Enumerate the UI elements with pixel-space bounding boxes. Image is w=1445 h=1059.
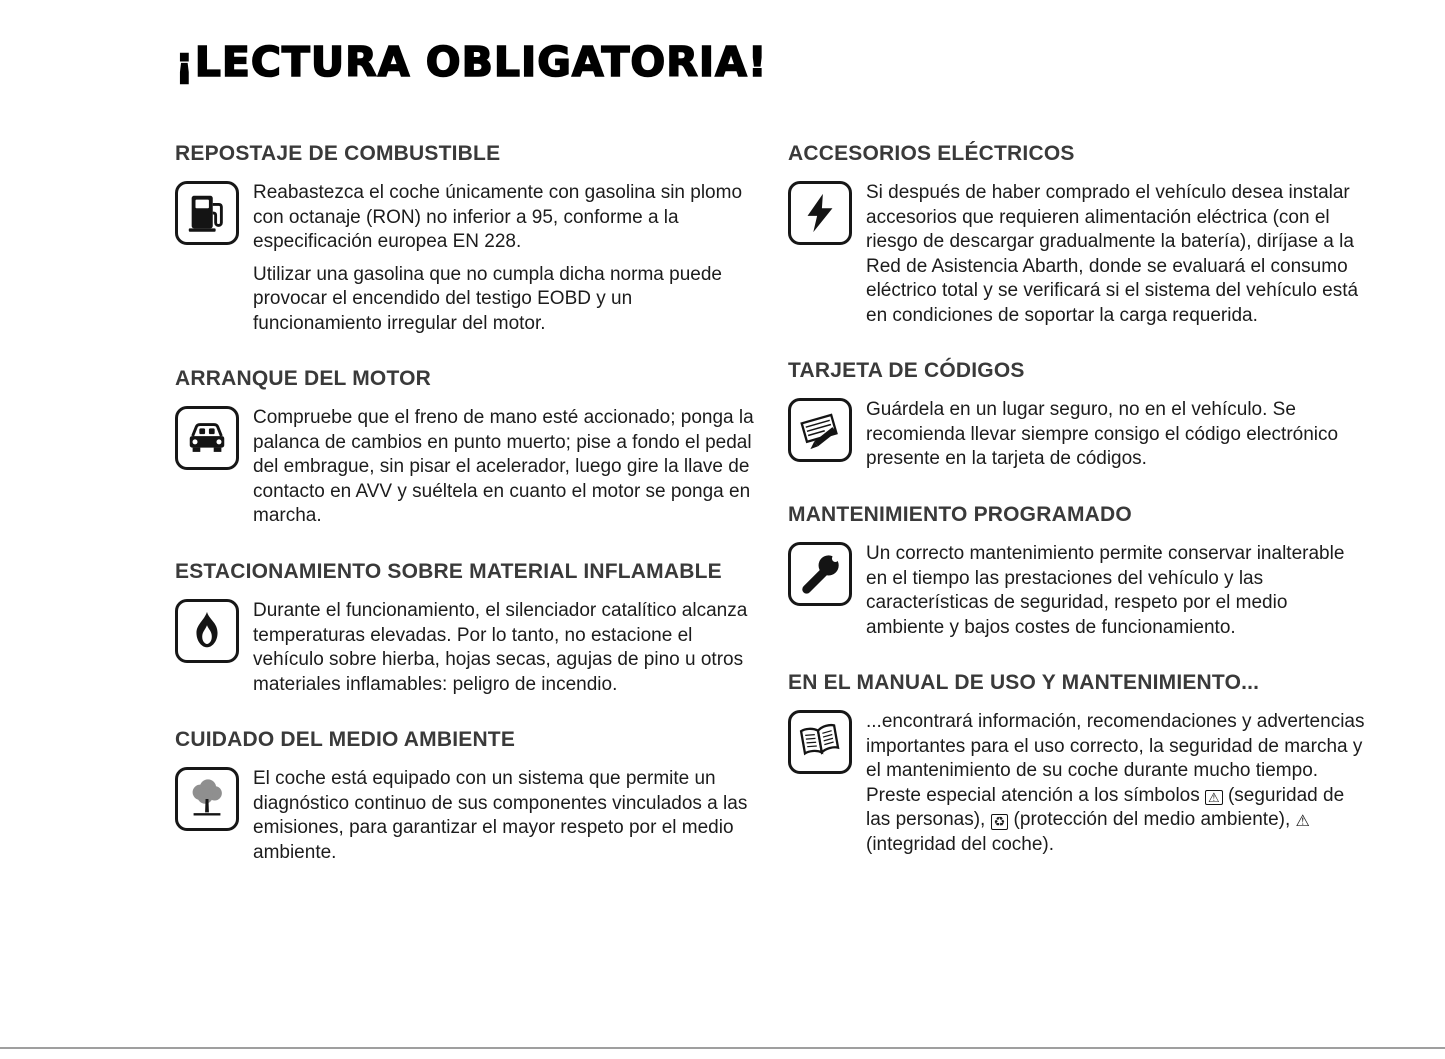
manual-note-text: ...encontrará información, recomendaciones y advertencias importantes para el uso correcto, la seguridad de marcha y el mantenimiento de su coche durante mucho tiempo. Preste especial atención a los símbolos — [866, 711, 1365, 806]
section-paragraph-with-symbols — [866, 710, 1368, 857]
section-paragraph: Un correcto mantenimiento permite conservar inalterable en el tiempo las prestaciones del vehículo y las características de seguridad, respeto por el medio ambiente y bajos costes de funcionamiento. — [866, 543, 1345, 638]
section-text — [253, 599, 757, 697]
section-heading: MANTENIMIENTO PROGRAMADO — [788, 502, 1132, 526]
open-book-icon — [788, 710, 852, 774]
section-text — [253, 406, 757, 529]
section-body — [175, 181, 757, 336]
section-text — [866, 181, 1368, 328]
section-heading: ESTACIONAMIENTO SOBRE MATERIAL INFLAMABLE — [175, 559, 722, 583]
code-card-icon — [788, 398, 852, 462]
section-heading: CUIDADO DEL MEDIO AMBIENTE — [175, 728, 516, 752]
section-heading: ARRANQUE DEL MOTOR — [175, 367, 431, 391]
section-body — [788, 181, 1368, 328]
fuel-pump-icon — [175, 181, 239, 245]
section-repostaje-de-combustible — [175, 141, 757, 336]
section-heading: REPOSTAJE DE COMBUSTIBLE — [175, 142, 501, 166]
section-heading: EN EL MANUAL DE USO Y MANTENIMIENTO... — [788, 671, 1260, 695]
section-paragraph: Reabastezca el coche únicamente con gasolina sin plomo con octanaje (RON) no inferior a 95, conforme a la especificación europea EN 228. — [253, 182, 743, 253]
section-paragraph: Utilizar una gasolina que no cumpla dicha norma puede provocar el encendido del testigo EOBD y un funcionamiento irregular del motor. — [253, 263, 722, 334]
manual-note-text: (protección del medio ambiente), — [1008, 809, 1296, 831]
car-icon — [175, 406, 239, 470]
personal-safety-symbol-icon: ⚠ — [1205, 790, 1223, 806]
section-heading: ACCESORIOS ELÉCTRICOS — [788, 142, 1075, 166]
section-paragraph: Si después de haber comprado el vehículo desea instalar accesorios que requieren alimentación eléctrica (con el riesgo de descargar gradualmente la batería), diríjase a la Red de Asistencia Abarth, donde se evaluará el consumo eléctrico total y se verificará si el sistema del vehículo está en condiciones de soportar la carga requerida. — [866, 182, 1359, 326]
section-arranque-del-motor — [175, 366, 757, 529]
wrench-icon — [788, 542, 852, 606]
section-heading: TARJETA DE CÓDIGOS — [788, 359, 1025, 383]
section-paragraph: Guárdela en un lugar seguro, no en el vehículo. Se recomienda llevar siempre consigo el código electrónico presente en la tarjeta de códigos. — [866, 399, 1339, 470]
section-text — [866, 710, 1368, 857]
left-column — [175, 141, 757, 895]
section-estacionamiento-material-inflamable — [175, 559, 757, 697]
flame-icon — [175, 599, 239, 663]
section-text — [866, 542, 1368, 640]
tree-icon — [175, 767, 239, 831]
section-paragraph: Compruebe que el freno de mano esté accionado; ponga la palanca de cambios en punto muerto; pise a fondo el pedal del embrague, sin pisar el acelerador, luego gire la llave de contacto en AVV y suéltela en cuanto el motor se ponga en marcha. — [253, 407, 754, 527]
section-cuidado-medio-ambiente — [175, 727, 757, 865]
page-title: ¡LECTURA OBLIGATORIA! — [175, 38, 768, 86]
environment-protection-symbol-icon: ♻ — [991, 814, 1009, 830]
section-body — [788, 542, 1368, 640]
section-body — [175, 599, 757, 697]
section-text — [253, 767, 757, 865]
vehicle-integrity-symbol-icon: ⚠ — [1295, 813, 1310, 831]
section-accesorios-electricos — [788, 141, 1368, 328]
section-tarjeta-de-codigos — [788, 358, 1368, 472]
page-bottom-rule — [0, 1047, 1445, 1049]
section-body — [175, 406, 757, 529]
section-body — [788, 710, 1368, 857]
content-columns — [0, 141, 1445, 895]
section-paragraph: Durante el funcionamiento, el silenciador catalítico alcanza temperaturas elevadas. Por lo tanto, no estacione el vehículo sobre hierba, hojas secas, agujas de pino u otros materiales inflamables: peligro de incendio. — [253, 600, 748, 695]
section-text — [866, 398, 1368, 472]
section-body — [788, 398, 1368, 472]
section-mantenimiento-programado — [788, 502, 1368, 640]
section-paragraph: El coche está equipado con un sistema que permite un diagnóstico continuo de sus componentes vinculados a las emisiones, para garantizar el mayor respeto por el medio ambiente. — [253, 768, 748, 863]
manual-note-text: (integridad del coche). — [866, 833, 1054, 855]
manual-note-text: (seguridad de las personas), — [866, 784, 1345, 831]
manual-page — [0, 40, 1445, 1059]
lightning-icon — [788, 181, 852, 245]
section-text — [253, 181, 757, 336]
section-body — [175, 767, 757, 865]
section-en-el-manual-de-uso — [788, 670, 1368, 857]
right-column — [788, 141, 1368, 895]
